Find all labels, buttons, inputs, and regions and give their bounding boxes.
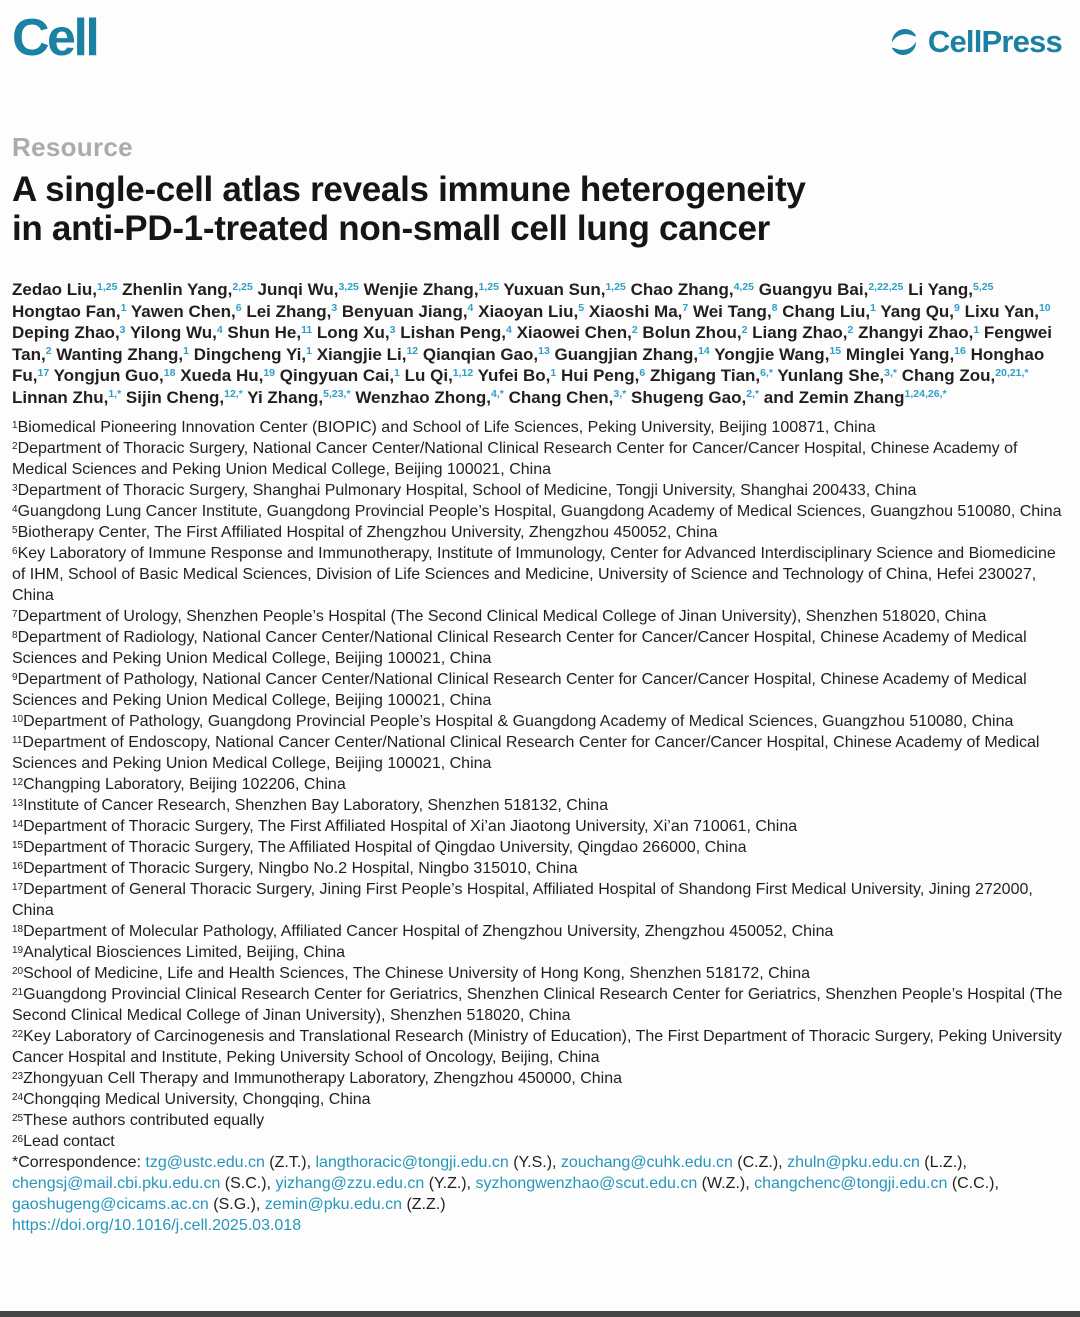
affiliation: $^{19}$Analytical Biosciences Limited, Beijing, China bbox=[12, 944, 346, 961]
author-name: Shun He, bbox=[227, 323, 302, 342]
author-superscript: 1 bbox=[973, 323, 980, 336]
author-superscript: 6,* bbox=[760, 366, 773, 379]
affiliation: $^7$Department of Urology, Shenzhen People’s Hospital (The Second Clinical Medical College of Jinan University), Shenzhen 518020, China bbox=[12, 608, 987, 625]
affiliation: $^{23}$Zhongyuan Cell Therapy and Immunotherapy Laboratory, Zhengzhou 450000, China bbox=[12, 1070, 623, 1087]
correspondence-email[interactable]: chengsj@mail.cbi.pku.edu.cn bbox=[12, 1175, 221, 1192]
cell-journal-logo: Cell bbox=[12, 9, 98, 67]
author-name: Zhigang Tian, bbox=[649, 366, 761, 385]
author-name: Lixu Yan, bbox=[964, 301, 1039, 321]
author-superscript: 3 bbox=[389, 323, 396, 336]
author-superscript: 2 bbox=[45, 345, 52, 357]
author-name: Xiaowei Chen, bbox=[516, 323, 632, 342]
correspondence-email[interactable]: zouchang@cuhk.edu.cn bbox=[560, 1154, 733, 1171]
author-superscript: 17 bbox=[37, 366, 50, 379]
correspondence-label: *Correspondence: bbox=[12, 1154, 146, 1171]
correspondence-email[interactable]: zhuln@pku.edu.cn bbox=[787, 1154, 920, 1171]
affiliation-number: 15 bbox=[12, 840, 24, 851]
author-name: Long Xu, bbox=[316, 323, 390, 342]
affiliation-number: 16 bbox=[12, 861, 24, 872]
author-name: Bolun Zhou, bbox=[642, 323, 742, 342]
cellpress-logo bbox=[887, 24, 1062, 60]
author-superscript: 10 bbox=[1038, 302, 1051, 314]
author-name: Qingyuan Cai, bbox=[279, 366, 395, 385]
author-name: Honghao Fu, bbox=[12, 344, 1045, 385]
author-superscript: 9 bbox=[954, 302, 960, 314]
author-superscript: 1 bbox=[870, 302, 876, 314]
affiliation-number: 24 bbox=[12, 1092, 24, 1103]
affiliation-number: 10 bbox=[12, 714, 24, 725]
author-name: Liang Zhao, bbox=[752, 323, 848, 342]
affiliation-number: 22 bbox=[12, 1029, 24, 1040]
affiliation: $^{24}$Chongqing Medical University, Chongqing, China bbox=[12, 1091, 371, 1108]
correspondence-line: *Correspondence: tzg@ustc.edu.cn (Z.T.), langthoracic@tongji.edu.cn (Y.S.), zouchang@cuhk.edu.cn (C.Z.), zhuln@pku.edu.cn (L.Z.), chengsj@mail.cbi.pku.edu.cn (S.C.), yizhang@zzu.edu.cn (Y.Z.), syzhongwenzhao@scut.edu.cn (W.Z.), changchenc@tongji.edu.cn (C.C.), gaoshugeng@cicams.ac.cn (S.G.), zemin@pku.edu.cn (Z.Z.) bbox=[12, 1154, 999, 1213]
author-name: Chang Liu, bbox=[782, 301, 871, 321]
author-name: Yunlang She, bbox=[777, 366, 885, 385]
author-superscript: 3 bbox=[119, 323, 126, 336]
author-name: Lishan Peng, bbox=[400, 323, 507, 342]
author-superscript: 4 bbox=[467, 302, 474, 314]
author-superscript: 19 bbox=[263, 366, 276, 379]
author-name: Hui Peng, bbox=[560, 366, 640, 385]
author-superscript: 5,23,* bbox=[323, 388, 351, 400]
author-name: Xiangjie Li, bbox=[316, 344, 407, 364]
author-superscript: 3 bbox=[331, 302, 338, 314]
author-superscript: 2,22,25 bbox=[868, 280, 904, 293]
author-superscript: 2,* bbox=[746, 388, 760, 400]
affiliation-number: 21 bbox=[12, 987, 24, 998]
affiliation: $^{11}$Department of Endoscopy, National Cancer Center/National Clinical Research Center for Cancer/Cancer Hospital, Chinese Academy of Medical Sciences and Peking Union Medical College, Beijing 100021, China bbox=[12, 734, 1040, 772]
author-name: Yongjun Guo, bbox=[53, 366, 164, 385]
author-name: Deping Zhao, bbox=[12, 323, 120, 342]
author-superscript: 1,24,26,* bbox=[904, 388, 947, 400]
author-superscript: 1 bbox=[394, 366, 400, 379]
author-superscript: 12 bbox=[406, 345, 419, 357]
author-name: Xueda Hu, bbox=[180, 366, 264, 385]
author-superscript: 3,25 bbox=[338, 280, 359, 293]
page-bottom-rule bbox=[0, 1311, 1080, 1317]
affiliation: $^{14}$Department of Thoracic Surgery, The First Affiliated Hospital of Xi’an Jiaotong University, Xi’an 710061, China bbox=[12, 818, 798, 835]
affiliation-number: 18 bbox=[12, 924, 24, 935]
affiliation-number: 2 bbox=[12, 441, 18, 452]
author-name: Minglei Yang, bbox=[845, 344, 955, 364]
affiliation: $^5$Biotherapy Center, The First Affiliated Hospital of Zhengzhou University, Zhengzhou 450052, China bbox=[12, 524, 718, 541]
author-superscript: 11 bbox=[301, 323, 313, 336]
affiliation-number: 9 bbox=[12, 672, 18, 683]
author-superscript: 1,25 bbox=[97, 280, 118, 293]
masthead bbox=[12, 9, 1064, 78]
author-superscript: 14 bbox=[698, 345, 710, 357]
author-name: Dingcheng Yi, bbox=[193, 344, 307, 364]
correspondence-email[interactable]: changchenc@tongji.edu.cn bbox=[754, 1175, 948, 1192]
author-name: Yi Zhang, bbox=[247, 387, 324, 407]
affiliation: $^{22}$Key Laboratory of Carcinogenesis and Translational Research (Ministry of Education), The First Department of Thoracic Surgery, Peking University Cancer Hospital and Institute, Peking University School of Oncology, Beijing, China bbox=[12, 1028, 1062, 1066]
author-superscript: 5,25 bbox=[972, 280, 994, 293]
author-superscript: 8 bbox=[771, 302, 778, 314]
affiliation-number: 26 bbox=[12, 1134, 24, 1145]
author-superscript: 4,* bbox=[490, 388, 504, 400]
author-superscript: 2 bbox=[847, 323, 854, 336]
affiliation-number: 5 bbox=[12, 525, 18, 536]
affiliation-number: 13 bbox=[12, 798, 24, 809]
author-name: Qianqian Gao, bbox=[422, 344, 539, 364]
author-name: Lu Qi, bbox=[404, 366, 453, 385]
affiliation: $^{13}$Institute of Cancer Research, Shenzhen Bay Laboratory, Shenzhen 518132, China bbox=[12, 797, 609, 814]
author-name: Linnan Zhu, bbox=[12, 387, 109, 407]
author-superscript: 4,25 bbox=[733, 280, 754, 293]
author-name: Zhangyi Zhao, bbox=[858, 323, 974, 342]
affiliation-number: 20 bbox=[12, 966, 24, 977]
author-name: Benyuan Jiang, bbox=[341, 301, 468, 321]
affiliation: $^{10}$Department of Pathology, Guangdong Provincial People’s Hospital & Guangdong Academy of Medical Sciences, Guangzhou 510080, China bbox=[12, 713, 1014, 730]
author-name: Xiaoyan Liu, bbox=[478, 301, 579, 321]
author-superscript: 1 bbox=[120, 302, 127, 314]
affiliation-number: 17 bbox=[12, 882, 24, 893]
author-name: Li Yang, bbox=[908, 280, 973, 299]
affiliation-number: 7 bbox=[12, 609, 18, 620]
affiliation: $^{12}$Changping Laboratory, Beijing 102206, China bbox=[12, 776, 346, 793]
author-superscript: 16 bbox=[954, 345, 966, 357]
author-superscript: 1 bbox=[550, 366, 557, 379]
affiliation-number: 19 bbox=[12, 945, 24, 956]
author-name: Guangyu Bai, bbox=[758, 280, 869, 299]
author-superscript: 3,* bbox=[884, 366, 897, 379]
author-name: and Zemin Zhang bbox=[763, 387, 905, 407]
author-name: Sijin Cheng, bbox=[125, 387, 225, 407]
affiliation-number: 12 bbox=[12, 777, 24, 788]
author-superscript: 12,* bbox=[224, 388, 243, 400]
author-superscript: 1 bbox=[306, 345, 312, 357]
affiliation: $^2$Department of Thoracic Surgery, National Cancer Center/National Clinical Research Center for Cancer/Cancer Hospital, Chinese Academy of Medical Sciences and Peking Union Medical College, Beijing 100021, China bbox=[12, 440, 1018, 478]
affiliation: $^3$Department of Thoracic Surgery, Shanghai Pulmonary Hospital, School of Medicine, Tongji University, Shanghai 200433, China bbox=[12, 482, 917, 499]
author-name: Zhenlin Yang, bbox=[122, 280, 233, 299]
author-superscript: 1 bbox=[183, 345, 189, 357]
author-name: Lei Zhang, bbox=[246, 301, 332, 321]
author-superscript: 7 bbox=[682, 302, 689, 314]
author-name: Wenjie Zhang, bbox=[363, 280, 479, 299]
cellpress-wordmark: CellPress bbox=[927, 24, 1062, 59]
author-superscript: 2,25 bbox=[232, 280, 253, 293]
affiliation-number: 4 bbox=[12, 504, 18, 515]
author-list bbox=[12, 279, 1064, 408]
author-name: Yongjie Wang, bbox=[714, 344, 830, 364]
affiliation: $^{15}$Department of Thoracic Surgery, The Affiliated Hospital of Qingdao University, Qingdao 266000, China bbox=[12, 839, 747, 856]
author-name: Zedao Liu, bbox=[12, 280, 97, 299]
correspondence-email[interactable]: gaoshugeng@cicams.ac.cn bbox=[12, 1196, 209, 1213]
author-name: Yawen Chen, bbox=[130, 301, 236, 321]
author-name: Yang Qu, bbox=[880, 301, 955, 321]
author-name: Wenzhao Zhong, bbox=[355, 387, 491, 407]
author-superscript: 6 bbox=[235, 302, 242, 314]
affiliation: $^6$Key Laboratory of Immune Response and Immunotherapy, Institute of Immunology, Center for Advanced Interdisciplinary Science and Biomedicine of IHM, School of Basic Medical Sciences, Division of Life Sciences and Medicine, University of Science and Technology of China, Hefei 230027, China bbox=[12, 545, 1056, 604]
affiliation: $^{20}$School of Medicine, Life and Health Sciences, The Chinese University of Hong Kong, Shenzhen 518172, China bbox=[12, 965, 810, 982]
author-superscript: 18 bbox=[163, 366, 176, 379]
affiliation: $^{21}$Guangdong Provincial Clinical Research Center for Geriatrics, Shenzhen Clinical Research Center for Geriatrics, Shenzhen People’s Hospital (The Second Clinical Medical College of Jinan University), Shenzhen 518020, China bbox=[12, 986, 1063, 1024]
affiliation-number: 14 bbox=[12, 819, 24, 830]
article-type-label: Resource bbox=[12, 132, 133, 162]
affiliation: $^{17}$Department of General Thoracic Surgery, Jining First People’s Hospital, Affiliated Hospital of Shandong First Medical University, Jining 272000, China bbox=[12, 881, 1033, 919]
affiliation-number: 11 bbox=[12, 735, 23, 746]
affiliation: $^{26}$Lead contact bbox=[12, 1133, 115, 1150]
cellpress-swirl-icon bbox=[887, 25, 921, 59]
author-superscript: 1,25 bbox=[605, 280, 626, 293]
correspondence-email[interactable]: langthoracic@tongji.edu.cn bbox=[315, 1154, 509, 1171]
paper-title-line2: in anti-PD-1-treated non-small cell lung cancer bbox=[12, 209, 771, 248]
author-superscript: 6 bbox=[639, 366, 646, 379]
author-name: Chang Zou, bbox=[901, 366, 996, 385]
author-superscript: 20,21,* bbox=[995, 366, 1029, 379]
correspondence-email[interactable]: tzg@ustc.edu.cn bbox=[145, 1154, 265, 1171]
author-name: Guangjian Zhang, bbox=[554, 344, 699, 364]
affiliation-number: 23 bbox=[12, 1071, 24, 1082]
author-name: Yuxuan Sun, bbox=[503, 280, 606, 299]
author-name: Hongtao Fan, bbox=[12, 301, 121, 321]
author-superscript: 1,12 bbox=[452, 366, 474, 379]
author-name: Chao Zhang, bbox=[630, 280, 734, 299]
affiliation-number: 1 bbox=[12, 420, 18, 431]
paper-title-line1: A single-cell atlas reveals immune heterogeneity bbox=[12, 170, 806, 209]
author-superscript: 13 bbox=[538, 345, 550, 357]
author-name: Chang Chen, bbox=[508, 387, 614, 407]
author-name: Yilong Wu, bbox=[129, 323, 217, 342]
author-name: Fengwei Tan, bbox=[12, 323, 1052, 364]
affiliation: $^8$Department of Radiology, National Cancer Center/National Clinical Research Center for Cancer/Cancer Hospital, Chinese Academy of Medical Sciences and Peking Union Medical College, Beijing 100021, China bbox=[12, 629, 1027, 667]
affiliation: $^{18}$Department of Molecular Pathology, Affiliated Cancer Hospital of Zhengzhou University, Zhengzhou 450052, China bbox=[12, 923, 834, 940]
correspondence-email[interactable]: zemin@pku.edu.cn bbox=[264, 1196, 402, 1213]
affiliation-number: 3 bbox=[12, 483, 18, 494]
author-superscript: 4 bbox=[216, 323, 223, 336]
author-name: Shugeng Gao, bbox=[630, 387, 747, 407]
author-name: Yufei Bo, bbox=[477, 366, 551, 385]
author-superscript: 2 bbox=[741, 323, 748, 336]
author-name: Wei Tang, bbox=[692, 301, 772, 321]
author-superscript: 4 bbox=[506, 323, 512, 336]
affiliation: $^4$Guangdong Lung Cancer Institute, Guangdong Provincial People’s Hospital, Guangdong Academy of Medical Sciences, Guangzhou 510080, China bbox=[12, 503, 1062, 520]
author-superscript: 15 bbox=[829, 345, 842, 357]
affiliation: $^1$Biomedical Pioneering Innovation Center (BIOPIC) and School of Life Sciences, Peking University, Beijing 100871, China bbox=[12, 419, 876, 436]
author-superscript: 2 bbox=[631, 323, 638, 336]
author-name: Junqi Wu, bbox=[257, 280, 339, 299]
affiliation-list bbox=[12, 417, 1064, 1152]
author-superscript: 3,* bbox=[613, 388, 627, 400]
author-superscript: 5 bbox=[578, 302, 585, 314]
paper-title bbox=[12, 170, 1064, 248]
affiliation-number: 25 bbox=[12, 1113, 24, 1124]
author-superscript: 1,* bbox=[108, 388, 122, 400]
affiliation-number: 6 bbox=[12, 546, 18, 557]
author-name: Wanting Zhang, bbox=[56, 344, 184, 364]
affiliation-number: 8 bbox=[12, 630, 18, 641]
affiliation: $^{16}$Department of Thoracic Surgery, Ningbo No.2 Hospital, Ningbo 315010, China bbox=[12, 860, 578, 877]
correspondence-email[interactable]: yizhang@zzu.edu.cn bbox=[275, 1175, 425, 1192]
author-superscript: 1,25 bbox=[478, 280, 499, 293]
affiliation: $^9$Department of Pathology, National Cancer Center/National Clinical Research Center for Cancer/Cancer Hospital, Chinese Academy of Medical Sciences and Peking Union Medical College, Beijing 100021, China bbox=[12, 671, 1027, 709]
doi-link[interactable]: https://doi.org/10.1016/j.cell.2025.03.018 bbox=[12, 1217, 302, 1234]
affiliation: $^{25}$These authors contributed equally bbox=[12, 1112, 265, 1129]
correspondence-email[interactable]: syzhongwenzhao@scut.edu.cn bbox=[475, 1175, 698, 1192]
author-name: Xiaoshi Ma, bbox=[588, 301, 683, 321]
